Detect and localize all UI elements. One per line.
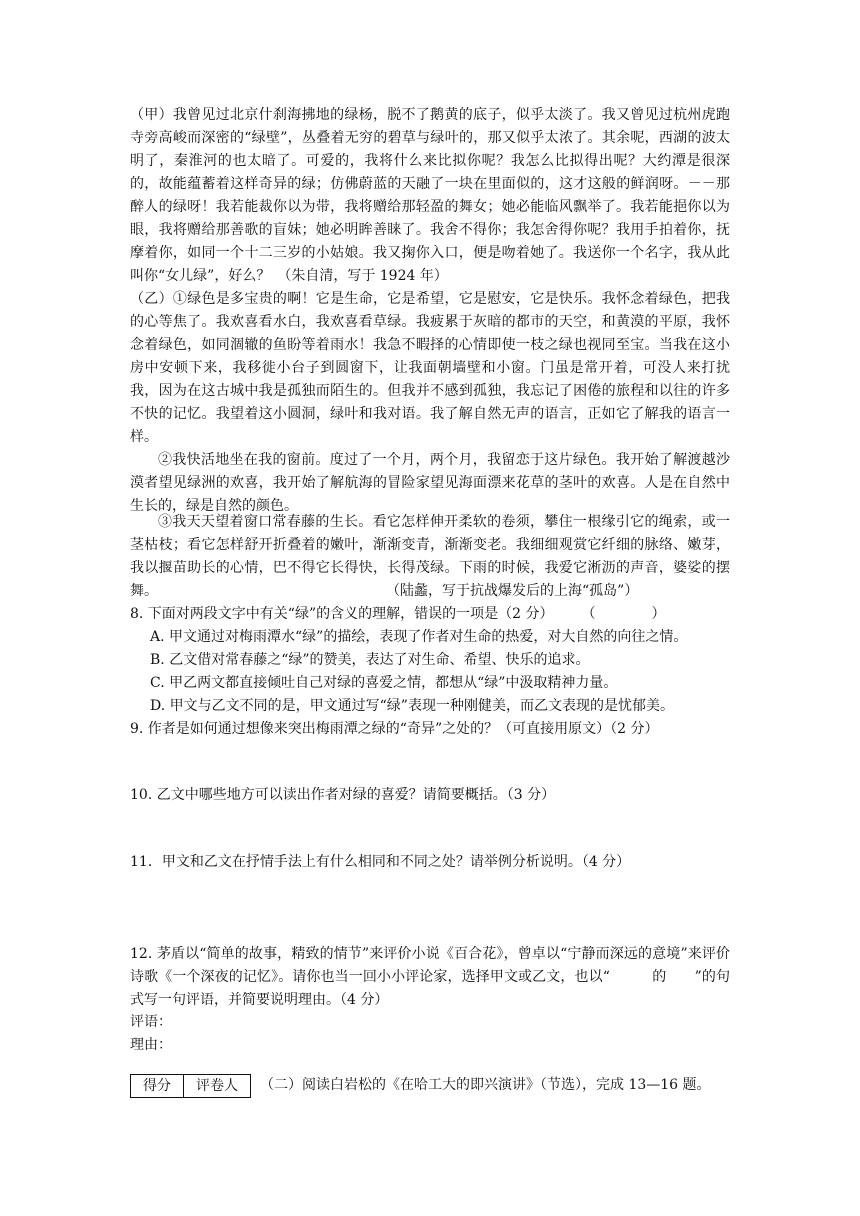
passage-yi-paragraph-3: ③我天天望着窗口常春藤的生长。看它怎样伸开柔软的卷须，攀住一根缘引它的绳索，或一茎枯枝；看它怎样舒开折叠着的嫩叶，渐渐变青，渐渐变老。我细细观赏它纤细的脉络、嫩芽，我以揠苗助长的心情，巴不得它长得快，长得茂绿。下雨的时候，我爱它淅沥的声音，婆娑的摆舞。 bbox=[130, 514, 730, 599]
reason-label: 理由： bbox=[130, 1037, 172, 1053]
question-8-option-d: D. 甲文与乙文不同的是，甲文通过写“绿”表现一种刚健美，而乙文表现的是忧郁美。 bbox=[150, 698, 674, 714]
question-10: 10. 乙文中哪些地方可以读出作者对绿的喜爱？请简要概括。（3 分） bbox=[130, 787, 556, 803]
question-12: 12. 茅盾以“简单的故事，精致的情节”来评价小说《百合花》，曾卓以“宁静而深远的意境”来评价诗歌《一个深夜的记忆》。请你也当一回小小评论家，选择甲文或乙文，也以“ 的 ”的句式写一句评语，并简要说明理由。（4 分） bbox=[130, 946, 730, 1008]
question-8-option-a: A. 甲文通过对梅雨潭水“绿”的描绘，表现了作者对生命的热爱，对大自然的向往之情。 bbox=[150, 629, 688, 645]
question-9: 9. 作者是如何通过想像来突出梅雨潭之绿的“奇异”之处的？（可直接用原文）（2 分） bbox=[130, 721, 659, 737]
question-11: 11．甲文和乙文在抒情手法上有什么相同和不同之处？请举例分析说明。（4 分） bbox=[130, 854, 631, 870]
section-2-heading: （二）阅读白岩松的《在哈工大的即兴演讲》（节选），完成 13—16 题。 bbox=[260, 1077, 711, 1093]
question-8-option-c: C. 甲乙两文都直接倾吐自己对绿的喜爱之情，都想从“绿”中汲取精神力量。 bbox=[150, 675, 618, 691]
passage-yi-paragraph-2: ②我快活地坐在我的窗前。度过了一个月，两个月，我留恋于这片绿色。我开始了解渡越沙漠者望见绿洲的欢喜，我开始了解航海的冒险家望见海面漂来花草的茎叶的欢喜。人是在自然中生长的，绿是自然的颜色。 bbox=[130, 452, 730, 514]
question-8-stem: 8. 下面对两段文字中有关“绿”的含义的理解，错误的一项是（2 分） （ ） bbox=[130, 606, 666, 622]
comment-label: 评语： bbox=[130, 1014, 172, 1030]
passage-yi-source: （陆蠡，写于抗战爆发后的上海“孤岛”） bbox=[386, 583, 639, 599]
passage-jia: （甲）我曾见过北京什刹海拂地的绿杨，脱不了鹅黄的底子，似乎太淡了。我又曾见过杭州虎跑寺旁高峻而深密的“绿壁”，丛叠着无穷的碧草与绿叶的，那又似乎太浓了。其余呢，西湖的波太明了，秦淮河的也太暗了。可爱的，我将什么来比拟你呢？我怎么比拟得出呢？大约潭是很深的，故能蕴蓄着这样奇异的绿；仿佛蔚蓝的天融了一块在里面似的，这才这般的鲜润呀。－－那醉人的绿呀！我若能裁你以为带，我将赠给那轻盈的舞女；她必能临风飘举了。我若能挹你以为眼，我将赠给那善歌的盲妹；她必明眸善睐了。我舍不得你；我怎舍得你呢？我用手拍着你，抚摩着你，如同一个十二三岁的小姑娘。我又掬你入口，便是吻着她了。我送你一个名字，我从此叫你“女儿绿”，好么？ （朱自清，写于 1924 年） bbox=[130, 107, 730, 284]
score-cell: 得分 bbox=[143, 1078, 171, 1094]
question-8-option-b: B. 乙文借对常春藤之“绿”的赞美，表达了对生命、希望、快乐的追求。 bbox=[150, 652, 590, 668]
passage-yi-paragraph-1: （乙）①绿色是多宝贵的啊！它是生命，它是希望，它是慰安，它是快乐。我怀念着绿色，把我的心等焦了。我欢喜看水白，我欢喜看草绿。我疲累于灰暗的都市的天空，和黄漠的平原，我怀念着绿色，如同涸辙的鱼盼等着雨水！我急不暇择的心情即使一枝之绿也视同至宝。当我在这小房中安顿下来，我移徙小台子到圆窗下，让我面朝墙壁和小窗。门虽是常开着，可没人来打扰我，因为在这古城中我是孤独而陌生的。但我并不感到孤独，我忘记了困倦的旅程和以往的许多不快的记忆。我望着这小圆洞，绿叶和我对语。我了解自然无声的语言，正如它了解我的语言一样。 bbox=[130, 291, 730, 445]
score-table bbox=[130, 1074, 251, 1098]
grader-cell: 评卷人 bbox=[183, 1075, 250, 1097]
